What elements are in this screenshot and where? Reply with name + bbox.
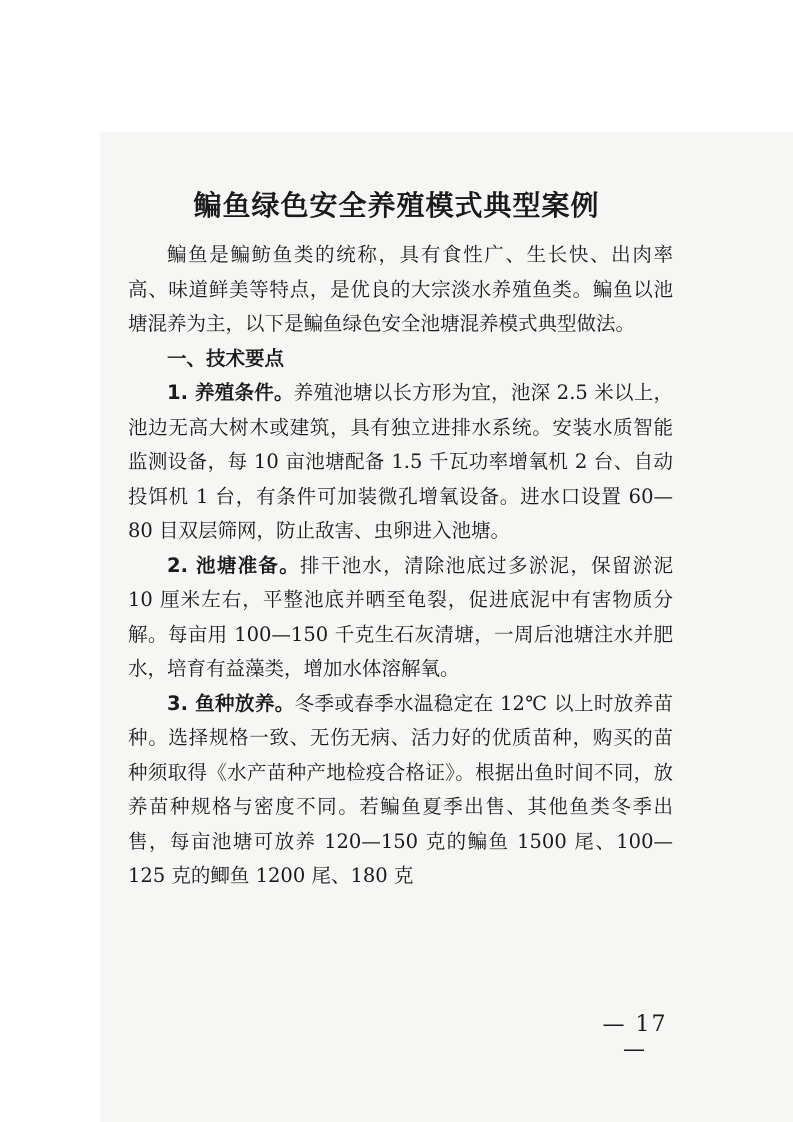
item-paragraph-2 [128, 549, 673, 687]
intro-paragraph: 鳊鱼是鳊鲂鱼类的统称，具有食性广、生长快、出肉率高、味道鲜美等特点，是优良的大宗淡水养殖鱼类。鳊鱼以池塘混养为主，以下是鳊鱼绿色安全池塘混养模式典型做法。 [128, 243, 673, 335]
item-text-2: 排干池水，清除池底过多淤泥，保留淤泥 10 厘米左右，平整池底并晒至龟裂，促进底泥中有害物质分解。每亩用 100—150 千克生石灰清塘，一周后池塘注水并肥水，培育有益藻类，增加水体溶解氧。 [128, 553, 673, 680]
item-heading-2: 2. 池塘准备。 [167, 553, 301, 577]
item-text-3: 冬季或春季水温稳定在 12℃ 以上时放养苗种。选择规格一致、无伤无病、活力好的优质苗种，购买的苗种须取得《水产苗种产地检疫合格证》。根据出鱼时间不同，放养苗种规格与密度不同。若鳊鱼夏季出售、其他鱼类冬季出售，每亩池塘可放养 120—150 克的鳊鱼 1500 尾、100—125 克的鲫鱼 1200 尾、180 克 [128, 691, 673, 887]
section-heading: 一、技术要点 [167, 346, 285, 370]
item-text-1: 养殖池塘以长方形为宜，池深 2.5 米以上，池边无高大树木或建筑，具有独立进排水系统。安装水质智能监测设备，每 10 亩池塘配备 1.5 千瓦功率增氧机 2 台、自动投饵机 1 台，有条件可加装微孔增氧设备。进水口设置 60—80 目双层筛网，防止敌害、虫卵进入池塘。 [128, 381, 673, 542]
page-number: — 17 — [602, 1012, 668, 1062]
document-title: 鳊鱼绿色安全养殖模式典型案例 [193, 188, 600, 222]
item-heading-3: 3. 鱼种放养。 [167, 691, 295, 715]
item-paragraph-3 [128, 687, 673, 894]
item-paragraph-1 [128, 376, 673, 549]
item-heading-1: 1. 养殖条件。 [167, 381, 294, 404]
document-body [128, 238, 673, 894]
